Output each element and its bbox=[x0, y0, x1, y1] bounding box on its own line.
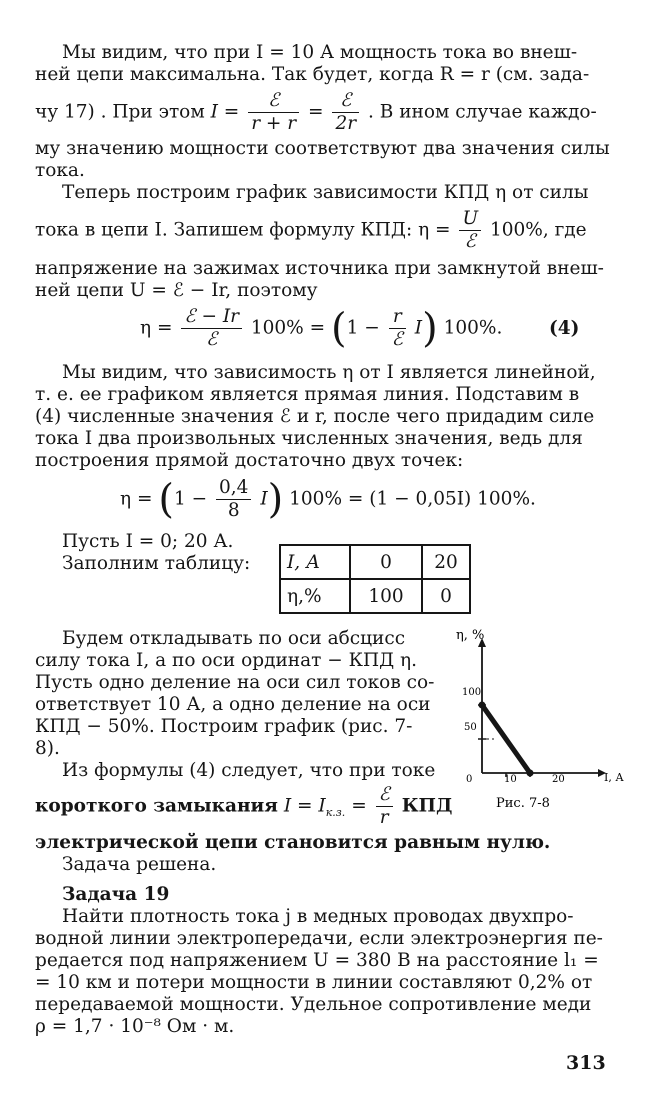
text-line: 8). bbox=[35, 738, 60, 759]
equation-number: (4) bbox=[549, 318, 580, 339]
text-line: му значению мощности соответствуют два значения силы bbox=[35, 138, 610, 159]
text-fragment: чу 17) . При этом bbox=[35, 101, 205, 123]
formula-current: I = I bbox=[283, 795, 326, 817]
numerator: ℰ − Ir bbox=[181, 306, 242, 329]
text-line: тока. bbox=[35, 160, 85, 181]
fraction bbox=[459, 208, 481, 253]
text-fragment: 100%, где bbox=[489, 219, 587, 241]
text-line: Будем откладывать по оси абсцисс bbox=[62, 628, 406, 649]
eq-lhs: η = bbox=[120, 488, 153, 510]
text-line: Задача решена. bbox=[62, 854, 217, 875]
table-cell: 100 bbox=[350, 579, 422, 613]
numerator: r bbox=[389, 306, 406, 329]
denominator: r bbox=[379, 807, 389, 828]
problem-heading: Задача 19 bbox=[62, 884, 170, 905]
text-line: Пусть I = 0; 20 А. bbox=[62, 531, 234, 552]
values-table bbox=[279, 544, 471, 614]
table-row bbox=[280, 545, 470, 579]
eq-end: 100% = (1 − 0,05I) 100%. bbox=[289, 488, 536, 510]
text-line: тока I два произвольных численных значения, ведь для bbox=[35, 428, 583, 449]
text-line: Заполним таблицу: bbox=[62, 553, 251, 574]
y-axis-label: η, % bbox=[456, 628, 485, 643]
text-fragment: . В ином случае каждо- bbox=[367, 101, 597, 123]
table-cell: η,% bbox=[280, 579, 350, 613]
denominator: 2r bbox=[335, 113, 357, 134]
equation-4: η = $\frac{\text{ℰ − Ir}}{\text{ℰ}}$ 100% = (1 − $\frac{r}{\text{ℰ}}$ I) 100%. bbox=[140, 305, 503, 352]
text-line: Теперь построим график зависимости КПД η от силы bbox=[62, 182, 589, 203]
text-line: передаваемой мощности. Удельное сопротивление меди bbox=[35, 994, 592, 1015]
fraction bbox=[332, 90, 359, 135]
text-fragment: тока в цепи I. Запишем формулу КПД: η = bbox=[35, 219, 451, 241]
text-line: построения прямой достаточно двух точек: bbox=[35, 450, 464, 471]
text-line: КПД − 50%. Построим график (рис. 7- bbox=[35, 716, 413, 737]
efficiency-graph bbox=[434, 625, 634, 825]
table-cell: 20 bbox=[422, 545, 470, 579]
eq-end: 100%. bbox=[443, 317, 503, 339]
text-line: = 10 км и потери мощности в линии составляют 0,2% от bbox=[35, 972, 593, 993]
denominator: ℰ bbox=[464, 231, 476, 252]
fraction bbox=[248, 90, 299, 135]
text-line: Из формулы (4) следует, что при токе bbox=[62, 760, 436, 781]
numerator: ℰ bbox=[332, 90, 359, 113]
text-line: ответствует 10 А, а одно деление на оси bbox=[35, 694, 431, 715]
fraction bbox=[181, 306, 242, 351]
data-point bbox=[479, 702, 486, 709]
numerator: U bbox=[459, 208, 481, 231]
data-point bbox=[527, 770, 534, 777]
formula-line bbox=[35, 208, 587, 253]
formula-line bbox=[35, 784, 452, 835]
fraction bbox=[216, 477, 251, 522]
table-cell: I, А bbox=[280, 545, 350, 579]
text-line: т. е. ее графиком является прямая линия. Подставим в bbox=[35, 384, 580, 405]
formula-line: чу 17) . При этом I = $\frac{\text{ℰ}}{r + r}$ = $\frac{\text{ℰ}}{2r}$ . В ином случае каждо- bbox=[35, 90, 597, 134]
y-tick-label: 50 bbox=[464, 722, 477, 733]
eq-current: I bbox=[260, 488, 268, 510]
numerator: ℰ bbox=[248, 90, 299, 113]
text-line: ней цепи U = ℰ − Ir, поэтому bbox=[35, 280, 318, 301]
text-line: ρ = 1,7 · 10⁻⁸ Ом · м. bbox=[35, 1016, 235, 1037]
denominator: ℰ bbox=[391, 329, 403, 350]
table-cell: 0 bbox=[350, 545, 422, 579]
text-line: (4) численные значения ℰ и r, после чего придадим силе bbox=[35, 406, 595, 427]
text-line: редается под напряжением U = 380 В на расстояние l₁ = bbox=[35, 950, 599, 971]
figure-caption: Рис. 7-8 bbox=[496, 796, 550, 811]
eq-inner: 1 − bbox=[173, 488, 208, 510]
text-line: ней цепи максимальна. Так будет, когда R = r (см. зада- bbox=[35, 64, 590, 85]
text-line: силу тока I, а по оси ординат − КПД η. bbox=[35, 650, 417, 671]
equals: = bbox=[351, 795, 367, 817]
text-fragment: короткого замыкания bbox=[35, 795, 278, 817]
formula-current: I = bbox=[210, 101, 240, 123]
x-tick-label: 20 bbox=[552, 774, 565, 785]
text-line: напряжение на зажимах источника при замкнутой внеш- bbox=[35, 258, 604, 279]
eq-current: I bbox=[414, 317, 423, 339]
page-number: 313 bbox=[566, 1052, 606, 1074]
text-line: Мы видим, что зависимость η от I является линейной, bbox=[62, 362, 596, 383]
eq-lhs: η = bbox=[140, 317, 173, 339]
x-tick-label: 10 bbox=[504, 774, 517, 785]
x-axis-label: I, А bbox=[604, 771, 624, 784]
text-line: Мы видим, что при I = 10 А мощность тока во внеш- bbox=[62, 42, 578, 63]
numerator: 0,4 bbox=[216, 477, 251, 500]
text-fragment: КПД bbox=[401, 795, 453, 817]
fraction bbox=[376, 784, 393, 829]
denominator: ℰ bbox=[206, 329, 218, 350]
table-cell: 0 bbox=[422, 579, 470, 613]
numerator: ℰ bbox=[376, 784, 393, 807]
equation-5: η = (1 − $\frac{0,4}{8}$ I) 100% = (1 − 0,05I) 100%. bbox=[120, 476, 536, 523]
x-tick-label: 0 bbox=[466, 774, 473, 785]
text-line: электрической цепи становится равным нулю. bbox=[35, 832, 551, 853]
text-line: Пусть одно деление на оси сил токов со- bbox=[35, 672, 435, 693]
table-row bbox=[280, 579, 470, 613]
eq-mid: 100% = bbox=[250, 317, 326, 339]
text-line: Найти плотность тока j в медных проводах двухпро- bbox=[62, 906, 574, 927]
text-line: водной линии электропередачи, если электроэнергия пе- bbox=[35, 928, 603, 949]
denominator: r + r bbox=[251, 113, 297, 134]
subscript: к.з. bbox=[325, 806, 346, 820]
fraction bbox=[389, 306, 406, 351]
eq-inner: 1 − bbox=[346, 317, 380, 339]
y-tick-label: 100 bbox=[462, 687, 482, 698]
efficiency-line bbox=[482, 705, 530, 773]
denominator: 8 bbox=[227, 500, 240, 521]
